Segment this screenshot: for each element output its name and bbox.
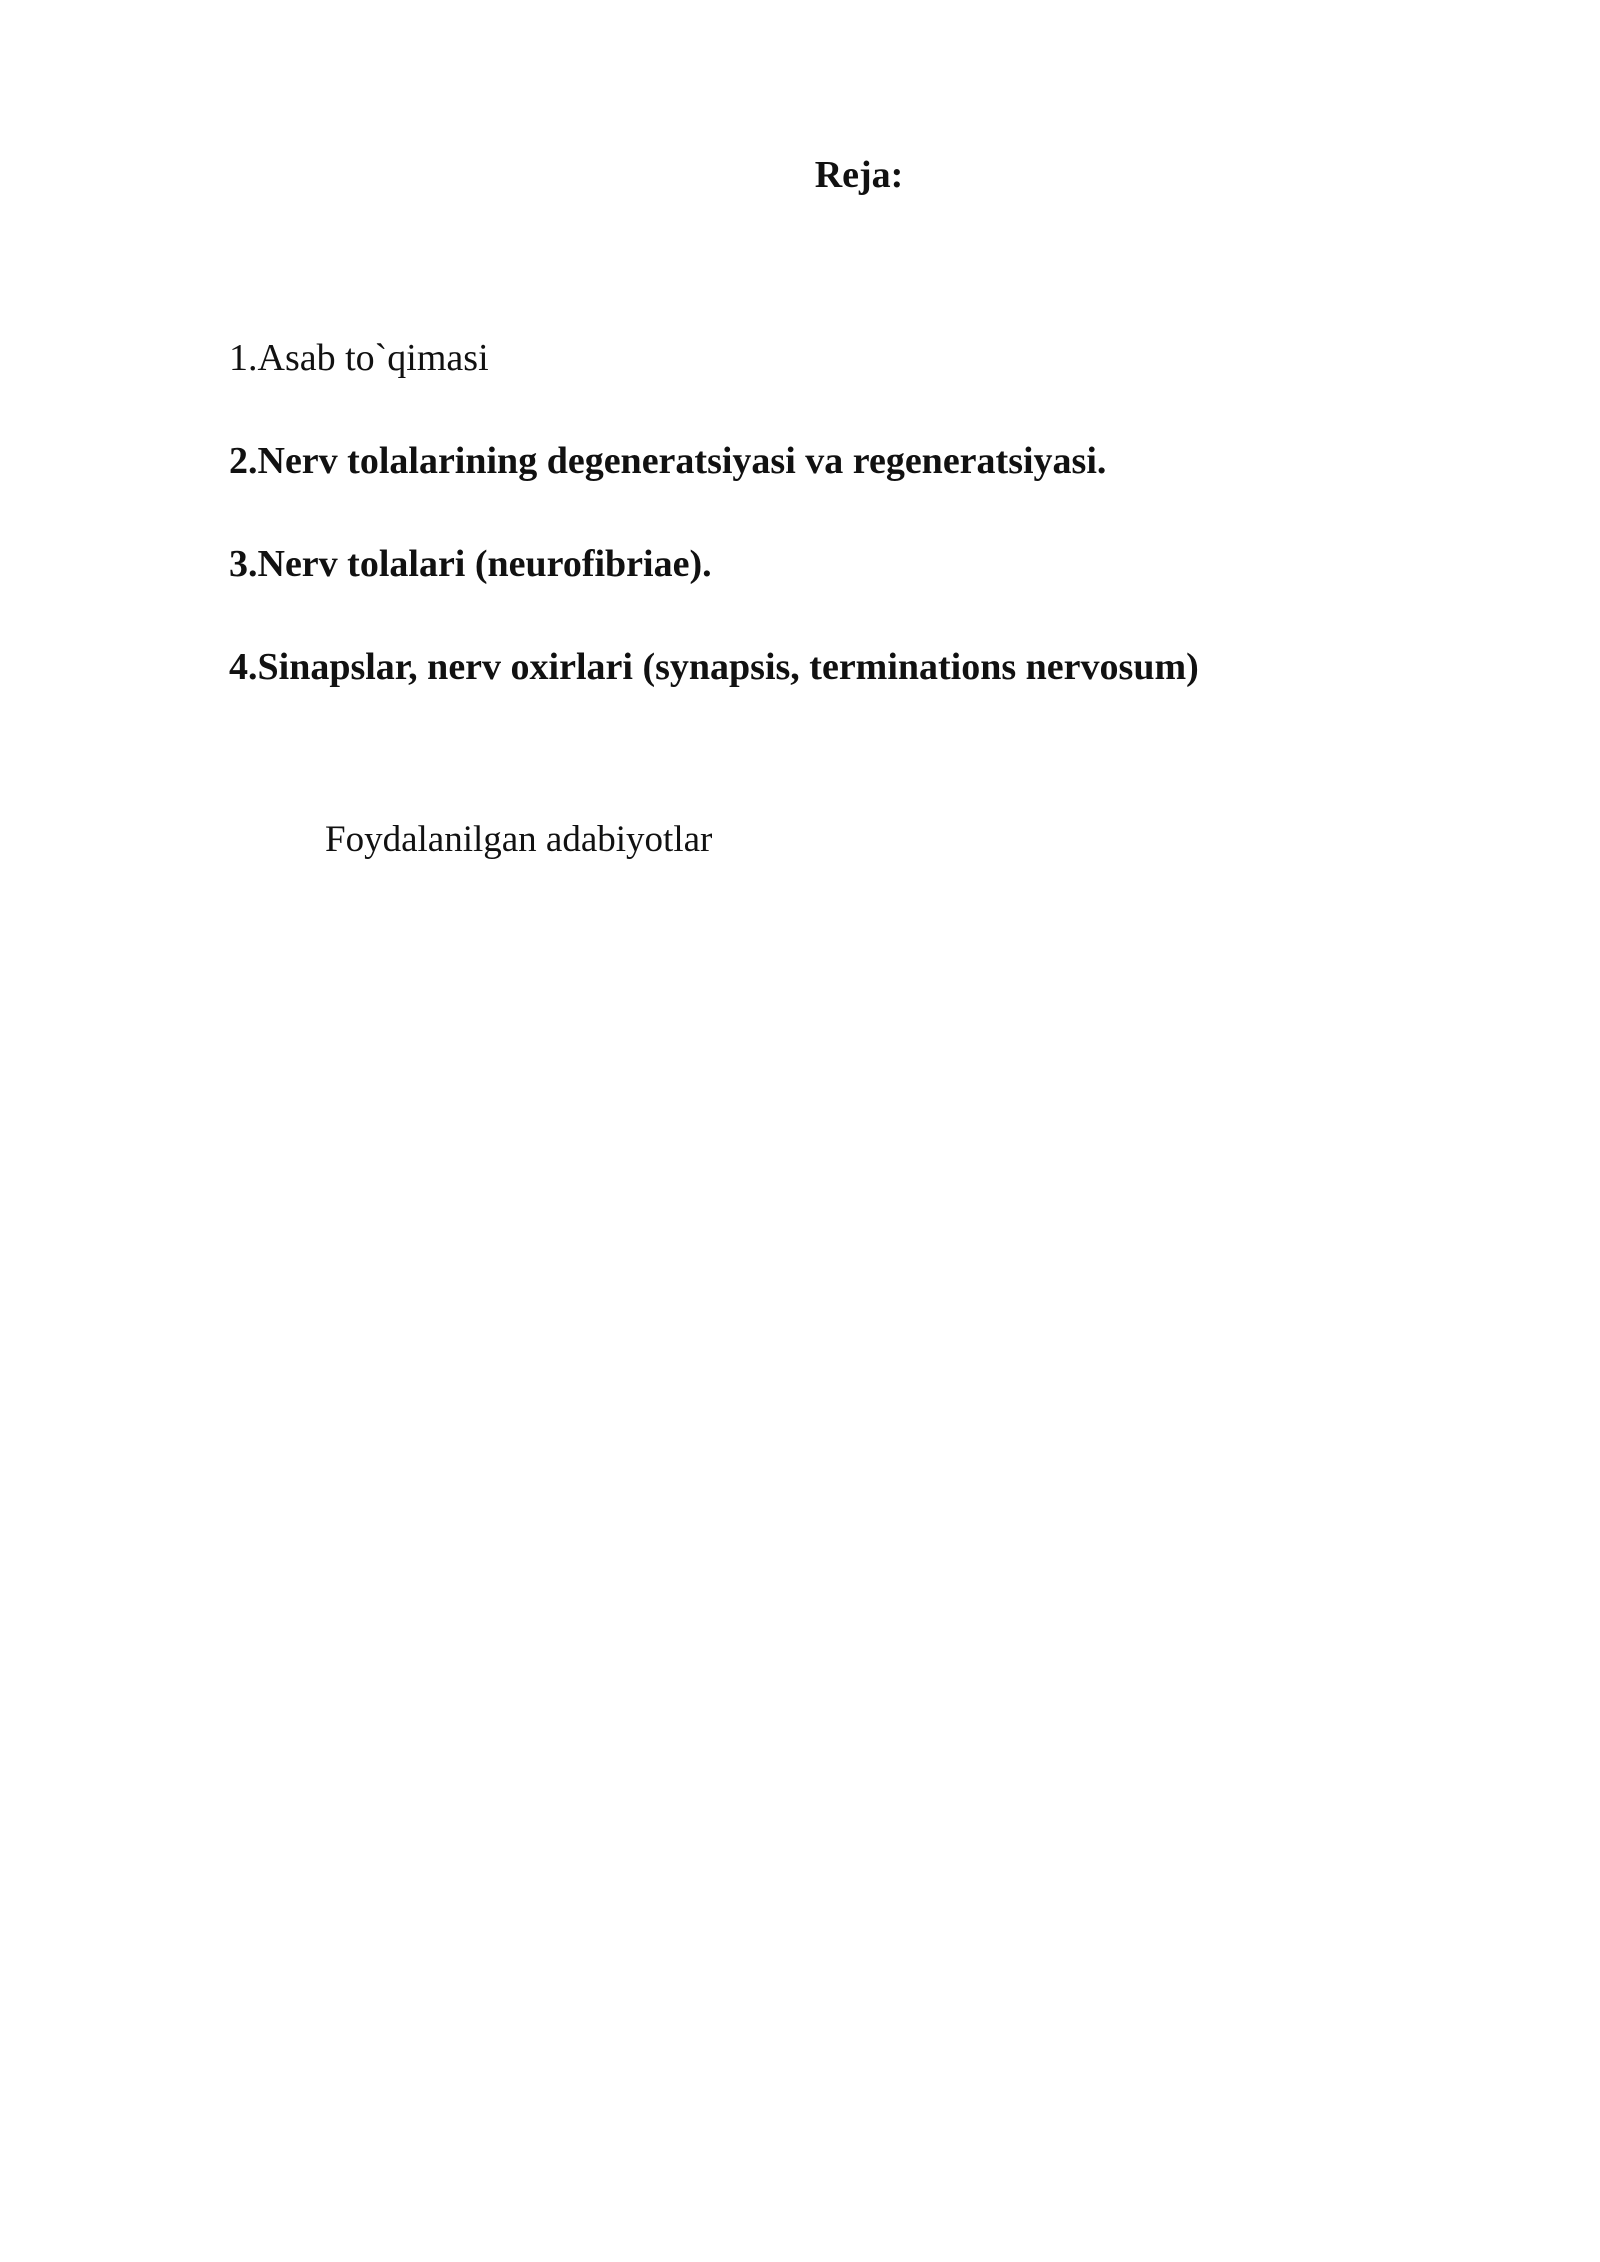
references-heading: Foydalanilgan adabiyotlar xyxy=(325,819,713,860)
plan-item-4: 4.Sinapslar, nerv oxirlari (synapsis, terminations nervosum) xyxy=(229,646,1199,688)
page-title: Reja: xyxy=(814,154,904,196)
plan-item-3: 3.Nerv tolalari (neurofibriae). xyxy=(229,543,712,585)
plan-item-2: 2.Nerv tolalarining degeneratsiyasi va regeneratsiyasi. xyxy=(229,440,1107,482)
plan-item-1: 1.Asab to`qimasi xyxy=(229,337,489,379)
plan-list xyxy=(229,333,1529,745)
